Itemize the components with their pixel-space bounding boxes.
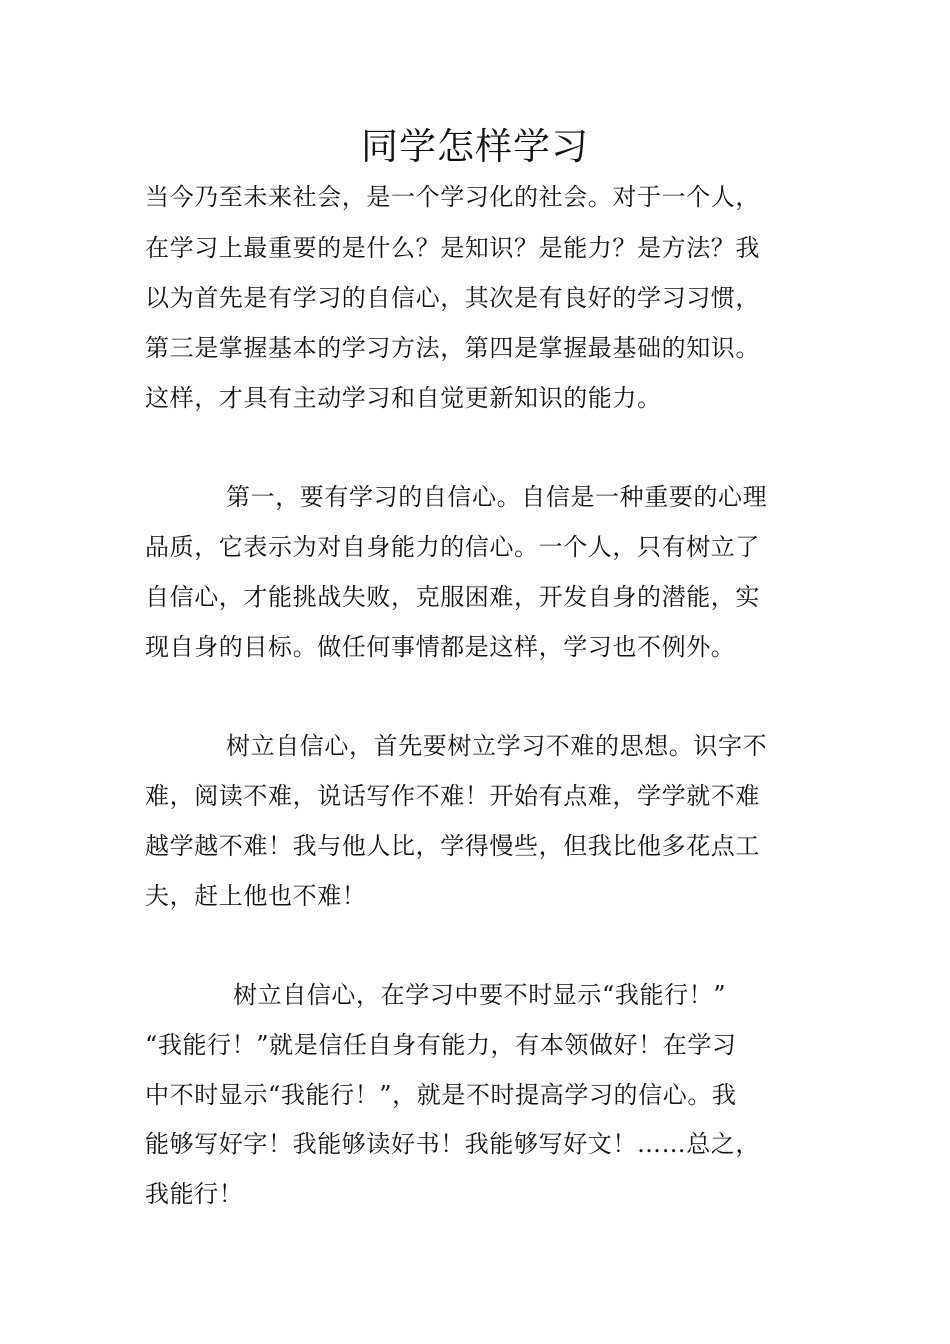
paragraph-4-line-3: 中不时显示“我能行！”，就是不时提高学习的信心。我: [145, 1081, 737, 1109]
paragraph-1-line-1: 当今乃至未来社会，是一个学习化的社会。对于一个人，: [145, 183, 760, 211]
paragraph-4-line-5: 我能行！: [145, 1180, 244, 1208]
paragraph-1-line-4: 第三是掌握基本的学习方法，第四是掌握最基础的知识。: [145, 334, 760, 362]
paragraph-1-line-2: 在学习上最重要的是什么？是知识？是能力？是方法？我: [145, 234, 760, 262]
document-title: 同学怎样学习: [361, 125, 589, 168]
paragraph-2-line-2: 品质，它表示为对自身能力的信心。一个人，只有树立了: [145, 533, 760, 561]
paragraph-3-line-4: 夫，赶上他也不难！: [145, 882, 367, 910]
paragraph-3-line-3: 越学越不难！我与他人比，学得慢些，但我比他多花点工: [145, 832, 760, 860]
paragraph-1-line-3: 以为首先是有学习的自信心，其次是有良好的学习习惯，: [145, 284, 760, 312]
paragraph-2-line-1: 第一，要有学习的自信心。自信是一种重要的心理: [226, 483, 768, 511]
paragraph-4-line-2: “我能行！”就是信任自身有能力，有本领做好！在学习: [145, 1031, 737, 1059]
paragraph-4-line-4: 能够写好字！我能够读好书！我能够写好文！……总之，: [145, 1130, 760, 1158]
paragraph-2-line-4: 现自身的目标。做任何事情都是这样，学习也不例外。: [145, 633, 736, 661]
paragraph-4-line-1: 树立自信心，在学习中要不时显示“我能行！”: [233, 981, 727, 1009]
paragraph-1-line-5: 这样，才具有主动学习和自觉更新知识的能力。: [145, 384, 662, 412]
paragraph-2-line-3: 自信心，才能挑战失败，克服困难，开发自身的潜能，实: [145, 583, 760, 611]
paragraph-3-line-2: 难，阅读不难，说话写作不难！开始有点难，学学就不难: [145, 782, 760, 810]
paragraph-3-line-1: 树立自信心，首先要树立学习不难的思想。识字不: [226, 732, 768, 760]
